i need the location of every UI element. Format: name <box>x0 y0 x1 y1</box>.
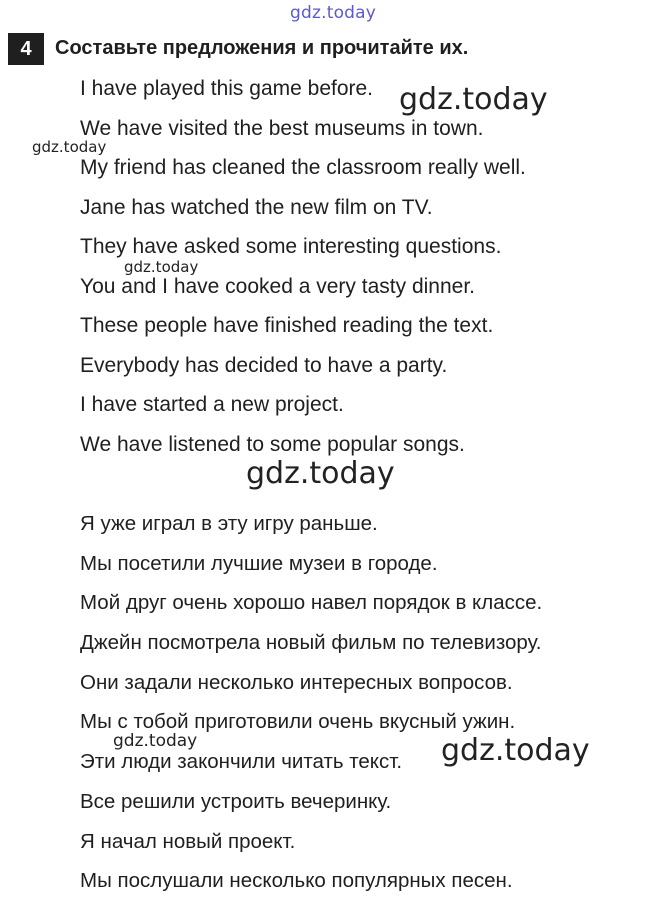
watermark: gdz.today <box>32 138 107 156</box>
english-sentence: We have listened to some popular songs. <box>80 432 465 456</box>
english-sentence: These people have finished reading the text. <box>80 314 494 337</box>
russian-sentence: Я начал новый проект. <box>80 829 296 853</box>
watermark: gdz.today <box>113 731 198 751</box>
english-sentence-list <box>80 76 650 471</box>
english-sentence: Everybody has decided to have a party. <box>80 353 448 377</box>
watermark: gdz.today <box>399 82 548 117</box>
english-sentence: Jane has watched the new film on TV. <box>80 195 433 219</box>
english-sentence: We have visited the best museums in town. <box>80 116 484 140</box>
watermark-top: gdz.today <box>290 3 377 23</box>
task-number-badge: 4 <box>8 33 44 65</box>
watermark: gdz.today <box>246 456 395 491</box>
english-sentence: I have started a new project. <box>80 393 344 416</box>
russian-sentence: Они задали несколько интересных вопросов. <box>80 670 513 694</box>
russian-sentence: Мы с тобой приготовили очень вкусный ужин. <box>80 710 516 734</box>
task-title: Составьте предложения и прочитайте их. <box>55 37 469 59</box>
english-sentence: I have played this game before. <box>80 77 374 100</box>
watermark: gdz.today <box>441 733 590 768</box>
russian-sentence: Мы послушали несколько популярных песен. <box>80 869 513 893</box>
watermark: gdz.today <box>124 258 199 276</box>
russian-sentence-list <box>80 511 650 908</box>
russian-sentence: Джейн посмотрела новый фильм по телевизору. <box>80 631 542 655</box>
russian-sentence: Все решили устроить вечеринку. <box>80 789 392 813</box>
english-sentence: My friend has cleaned the classroom really well. <box>80 156 526 179</box>
russian-sentence: Эти люди закончили читать текст. <box>80 750 403 774</box>
russian-sentence: Мой друг очень хорошо навел порядок в классе. <box>80 591 543 615</box>
english-sentence: They have asked some interesting questions. <box>80 235 502 258</box>
russian-sentence: Мы посетили лучшие музеи в городе. <box>80 551 438 575</box>
russian-sentence: Я уже играл в эту игру раньше. <box>80 512 378 535</box>
english-sentence: You and I have cooked a very tasty dinner. <box>80 274 475 298</box>
